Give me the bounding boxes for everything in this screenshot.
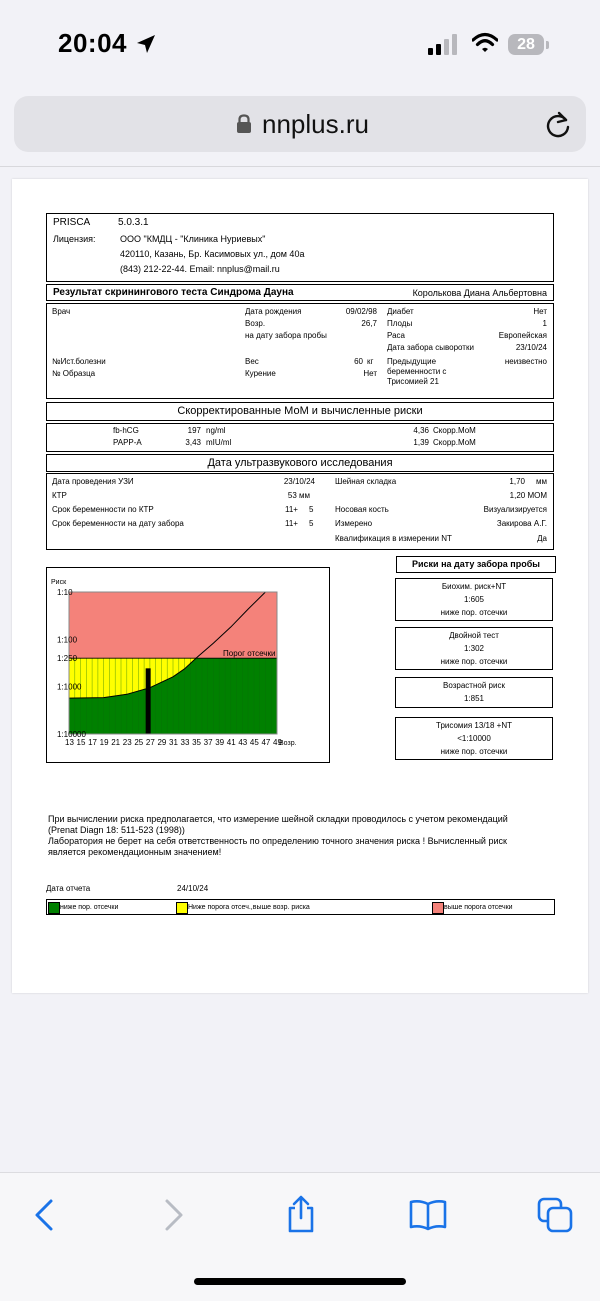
license-org: ООО "КМДЦ - "Клиника Нуриевых" xyxy=(120,234,266,244)
risk-box-title: Возрастной риск xyxy=(443,681,505,690)
mom-section-title-text: Скорректированные МоМ и вычисленные риски xyxy=(177,405,423,417)
risk-box xyxy=(395,677,553,708)
x-tick-label: 17 xyxy=(88,738,98,747)
risk-box xyxy=(395,717,553,760)
ga-sample-days: 5 xyxy=(309,519,314,528)
diabetes-label: Диабет xyxy=(387,307,414,316)
x-axis-label: Возр. xyxy=(279,740,297,747)
marker-value: 3,43 xyxy=(185,438,201,447)
marker-mom: 1,39 xyxy=(413,438,429,447)
us-date-value: 23/10/24 xyxy=(283,477,315,486)
x-tick-label: 27 xyxy=(145,738,155,747)
x-tick-label: 25 xyxy=(134,738,144,747)
prev-pregnancy-value: неизвестно xyxy=(504,357,547,366)
prev-pregnancy-label-2: беременности с xyxy=(387,367,447,376)
serum-date-value: 23/10/24 xyxy=(515,343,547,352)
risk-box-title: Биохим. риск+NT xyxy=(441,582,507,591)
marker-unit: ng/ml xyxy=(206,426,226,435)
measured-by-label: Измерено xyxy=(335,519,373,528)
nasal-bone-label: Носовая кость xyxy=(335,505,389,514)
risk-box-value: 1:302 xyxy=(463,644,485,653)
report-title: Результат скринингового теста Синдрома Дауна xyxy=(53,287,294,298)
x-tick-label: 41 xyxy=(226,738,236,747)
lock-icon xyxy=(236,114,252,134)
ga-crl-weeks: 11+ xyxy=(285,505,298,514)
program-version: 5.0.3.1 xyxy=(118,217,149,228)
risk-box-value: 1:605 xyxy=(463,595,485,604)
license-label: Лицензия: xyxy=(53,234,96,244)
crl-value: 53 мм xyxy=(287,491,310,500)
y-tick-label: 1:10000 xyxy=(57,730,86,739)
legend-label: Ниже порога отсеч.,выше возр. риска xyxy=(188,904,310,911)
x-tick-label: 23 xyxy=(122,738,132,747)
cellular-signal-icon xyxy=(428,34,462,56)
marker-mom-label: Скорр.МоМ xyxy=(433,438,476,447)
x-tick-label: 37 xyxy=(203,738,213,747)
us-section-title-text: Дата ультразвукового исследования xyxy=(207,457,393,469)
risk-box-value: 1:851 xyxy=(463,694,485,703)
bookmarks-icon[interactable] xyxy=(408,1198,448,1232)
x-tick-label: 33 xyxy=(180,738,190,747)
birth-value: 09/02/98 xyxy=(345,307,377,316)
x-tick-label: 45 xyxy=(249,738,259,747)
location-arrow-icon xyxy=(134,32,158,56)
cutoff-label: Порог отсечки xyxy=(223,649,276,659)
ga-crl-label: Срок беременности по КТР xyxy=(52,505,154,514)
patient-risk-marker xyxy=(146,668,151,734)
mom-section-title xyxy=(46,402,554,421)
program-name: PRISCA xyxy=(53,217,91,228)
legend xyxy=(46,899,555,915)
us-box xyxy=(46,473,554,550)
age-label: Возр. xyxy=(245,319,266,328)
back-icon[interactable] xyxy=(32,1198,56,1232)
ga-crl-days: 5 xyxy=(309,505,314,514)
x-tick-label: 31 xyxy=(169,738,178,747)
report-date-value: 24/10/24 xyxy=(177,884,209,893)
nt-unit: мм xyxy=(536,477,547,486)
risk-box-note: ниже пор. отсечки xyxy=(440,657,508,666)
race-value: Европейская xyxy=(498,331,547,340)
prev-pregnancy-label: Предыдущие xyxy=(387,357,437,366)
y-axis-label: Риск xyxy=(51,579,67,586)
footnote xyxy=(48,814,568,858)
footnote-line: При вычислении риска предполагается, что измерение шейной складки проводилось с учетом рекомендаций xyxy=(48,814,508,824)
x-tick-label: 49 xyxy=(273,738,282,747)
marker-name: fb-hCG xyxy=(113,426,139,435)
serum-date-label: Дата забора сыворотки xyxy=(387,343,474,352)
nt-qualification-label: Квалификация в измерении NT xyxy=(335,534,452,543)
nt-qualification-value: Да xyxy=(537,534,547,543)
age-sub-label: на дату забора пробы xyxy=(245,331,327,340)
footnote-line: является рекомендационным значением! xyxy=(48,847,222,857)
y-tick-label: 1:10 xyxy=(57,588,73,597)
x-tick-label: 19 xyxy=(99,738,109,747)
smoking-value: Нет xyxy=(363,369,377,378)
legend-label: ниже пор. отсечки xyxy=(60,904,119,911)
patient-info-box xyxy=(46,303,554,399)
x-tick-label: 13 xyxy=(65,738,74,747)
nt-mom: 1,20 МОМ xyxy=(509,491,547,500)
risk-chart xyxy=(47,568,329,762)
nasal-bone-value: Визуализируется xyxy=(483,505,547,514)
report-page xyxy=(12,179,588,993)
us-date-label: Дата проведения УЗИ xyxy=(52,477,134,486)
fetuses-label: Плоды xyxy=(387,319,413,328)
y-tick-label: 1:1000 xyxy=(57,682,82,692)
lab-contacts: (843) 212-22-44. Email: nnplus@mail.ru xyxy=(120,264,280,274)
legend-swatch-yellow xyxy=(176,902,188,914)
marker-mom: 4,36 xyxy=(413,426,429,435)
x-tick-label: 15 xyxy=(76,738,86,747)
x-tick-label: 39 xyxy=(215,738,225,747)
divider xyxy=(0,166,600,167)
marker-mom-label: Скорр.МоМ xyxy=(433,426,476,435)
legend-swatch-red xyxy=(432,902,444,914)
status-time: 20:04 xyxy=(58,28,127,58)
risk-chart-frame xyxy=(46,567,330,763)
ga-sample-label: Срок беременности на дату забора xyxy=(52,519,184,528)
title-row xyxy=(46,284,554,301)
url-text[interactable]: nnplus.ru xyxy=(262,109,369,139)
marker-name: PAPP-A xyxy=(113,438,142,447)
battery-tip xyxy=(546,41,549,49)
risk-box-note: ниже пор. отсечки xyxy=(440,747,508,756)
fetuses-value: 1 xyxy=(542,319,547,328)
report-date-label: Дата отчета xyxy=(46,884,91,893)
footnote-line: (Prenat Diagn 18: 511-523 (1998)) xyxy=(48,825,185,835)
x-tick-label: 21 xyxy=(111,738,121,747)
race-label: Раса xyxy=(387,331,405,340)
lab-header-box xyxy=(46,213,554,282)
us-section-title xyxy=(46,454,554,472)
tabs-icon[interactable] xyxy=(536,1196,574,1234)
risk-box-title: Трисомия 13/18 +NT xyxy=(436,721,512,730)
age-value: 26,7 xyxy=(361,319,377,328)
lab-address: 420110, Казань, Бр. Касимовых ул., дом 40а xyxy=(120,249,305,259)
weight-unit: кг xyxy=(367,357,374,366)
forward-icon[interactable] xyxy=(162,1198,186,1232)
wifi-icon xyxy=(472,32,498,54)
risk-box xyxy=(395,627,553,670)
risks-title-text: Риски на дату забора пробы xyxy=(412,559,540,569)
risk-box-value: <1:10000 xyxy=(457,734,491,743)
reload-icon[interactable] xyxy=(544,110,572,140)
smoking-label: Курение xyxy=(245,369,276,378)
case-number-label: №Ист.болезни xyxy=(52,357,106,366)
y-tick-label: 1:250 xyxy=(57,654,78,664)
x-tick-label: 43 xyxy=(238,738,248,747)
nt-label: Шейная складка xyxy=(335,477,397,486)
doctor-label: Врач xyxy=(52,307,71,316)
nt-value: 1,70 xyxy=(509,477,525,486)
patient-name: Королькова Диана Альбертовна xyxy=(412,288,547,298)
prev-pregnancy-label-3: Трисомией 21 xyxy=(387,377,439,386)
footnote-line: Лаборатория не берет на себя ответственность по определению точного значения риска ! Вычисленный риск xyxy=(48,836,507,846)
crl-label: КТР xyxy=(52,491,67,500)
risks-title xyxy=(396,556,556,573)
markers-box xyxy=(46,423,554,452)
home-indicator xyxy=(194,1278,406,1285)
risk-box-note: ниже пор. отсечки xyxy=(440,608,508,617)
risk-box xyxy=(395,578,553,621)
y-tick-label: 1:100 xyxy=(57,635,78,645)
share-icon[interactable] xyxy=(284,1194,318,1234)
risk-box-title: Двойной тест xyxy=(449,631,499,640)
x-tick-label: 47 xyxy=(261,738,271,747)
legend-label: выше порога отсечки xyxy=(444,904,513,911)
birth-label: Дата рождения xyxy=(245,307,302,316)
battery-icon: 28 xyxy=(508,34,544,55)
sample-number-label: № Образца xyxy=(52,369,96,378)
measured-by-value: Закирова А.Г. xyxy=(496,519,547,528)
weight-label: Вес xyxy=(245,357,259,366)
ga-sample-weeks: 11+ xyxy=(285,519,298,528)
marker-value: 197 xyxy=(187,426,201,435)
x-tick-label: 35 xyxy=(192,738,202,747)
legend-swatch-green xyxy=(48,902,60,914)
diabetes-value: Нет xyxy=(533,307,547,316)
x-tick-label: 29 xyxy=(157,738,167,747)
weight-value: 60 xyxy=(354,357,363,366)
marker-unit: mIU/ml xyxy=(206,438,232,447)
